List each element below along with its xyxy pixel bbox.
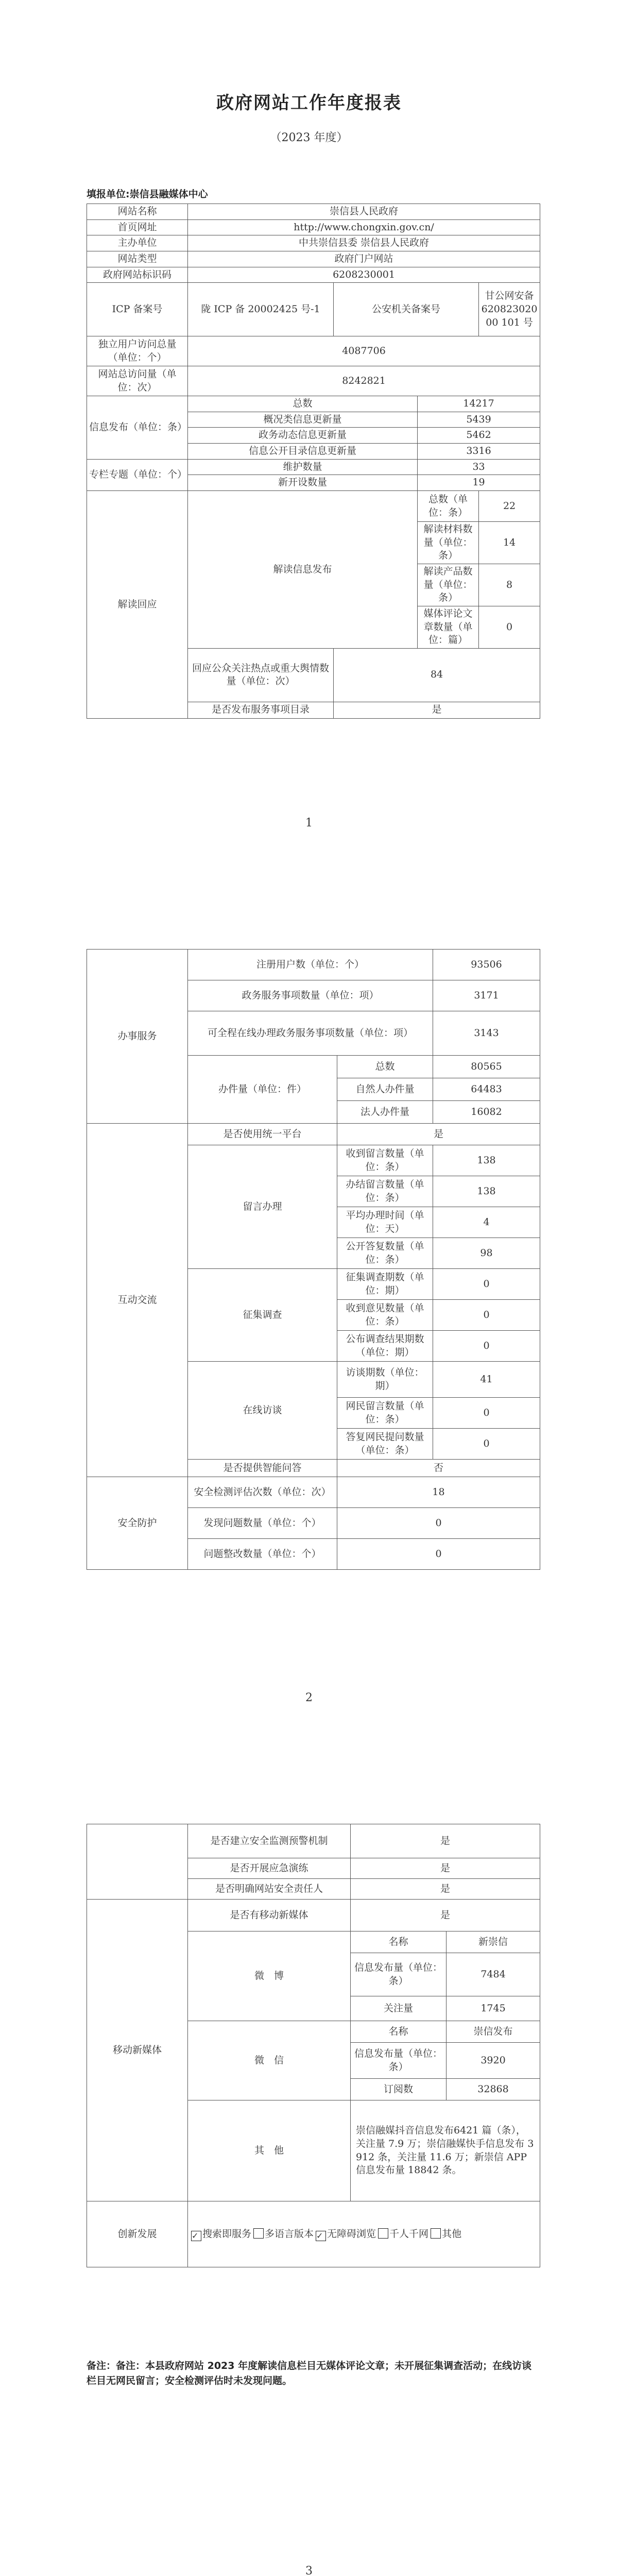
checkbox-empty-icon[interactable] [253,2228,264,2239]
label-has-newmedia: 是否有移动新媒体 [188,1900,351,1931]
label-issues: 发现问题数量（单位：个） [188,1508,337,1539]
label-weibo: 微 博 [188,1931,351,2021]
option-other[interactable]: 其他 [431,2228,461,2240]
value-views: 8242821 [188,366,540,396]
value-catalog: 3316 [418,444,540,460]
label-site-name: 网站名称 [87,204,188,220]
label-msg: 留言办理 [188,1145,337,1269]
report-title: 政府网站工作年度报表 [216,93,402,113]
value-warning: 是 [351,1824,540,1858]
value-survey-opinion: 0 [433,1300,540,1331]
filler-unit: 填报单位:崇信县融媒体中心 [87,189,208,200]
value-msg-done: 138 [433,1176,540,1207]
label-overview: 概况类信息更新量 [188,412,418,428]
label-weibo-posts: 信息发布量（单位：条） [351,1953,447,1996]
value-wechat-sub: 32868 [447,2079,540,2100]
label-msg-avg: 平均办理时间（单位：天） [337,1207,433,1238]
label-interpret-release: 解读信息发布 [188,491,418,649]
label-column-maintain: 维护数量 [188,459,418,475]
label-interpret-media: 媒体评论文章数量（单位：篇） [418,606,479,648]
label-msg-done: 办结留言数量（单位：条） [337,1176,433,1207]
label-survey-opinion: 收到意见数量（单位：条） [337,1300,433,1331]
label-cases: 办件量（单位：件） [188,1056,337,1124]
label-interview-count: 访谈期数（单位：期） [337,1362,433,1398]
value-interview-msg: 0 [433,1398,540,1429]
value-weibo-follow: 1745 [447,1996,540,2021]
label-interpret: 解读回应 [87,491,188,719]
value-msg-received: 138 [433,1145,540,1176]
label-survey-result: 公布调查结果期数（单位：期） [337,1331,433,1362]
value-other-media: 崇信融媒抖音信息发布6421 篇（条），关注量 7.9 万；崇信融媒快手信息发布 3912 条，关注量 11.6 万；新崇信 APP 信息发布量 18842 条。 [351,2100,540,2201]
value-natural: 64483 [433,1078,540,1101]
label-wechat-posts: 信息发布量（单位：条） [351,2043,447,2079]
label-users: 注册用户数（单位：个） [188,950,433,980]
value-wechat-name: 崇信发布 [447,2021,540,2043]
label-person: 是否明确网站安全责任人 [188,1879,351,1900]
label-msg-received: 收到留言数量（单位：条） [337,1145,433,1176]
label-wechat: 微 信 [188,2021,351,2100]
label-online-items: 可全程在线办理政务服务事项数量（单位：项） [188,1011,433,1056]
table-page-1 [87,204,540,719]
value-survey-result: 0 [433,1331,540,1362]
checkbox-checked-icon[interactable]: ✓ [191,2231,201,2241]
value-affairs: 5462 [418,428,540,444]
label-site-type: 网站类型 [87,251,188,267]
remark-note: 备注：备注：本县政府网站 2023 年度解读信息栏目无媒体评论文章；未开展征集调查活动；在线访谈栏目无网民留言；安全检测评估时未发现问题。 [87,2360,532,2387]
value-column-maintain: 33 [418,459,540,475]
label-visitors: 独立用户访问总量（单位：个） [87,336,188,366]
label-interview: 在线访谈 [188,1362,337,1460]
option-personalized[interactable]: 千人千网 [378,2228,428,2240]
label-column: 专栏专题（单位：个） [87,459,188,490]
label-checks: 安全检测评估次数（单位：次） [188,1477,337,1508]
label-interaction: 互动交流 [87,1124,188,1477]
checkbox-checked-icon[interactable]: ✓ [316,2231,326,2241]
label-interpret-total: 总数（单位：条） [418,491,479,522]
value-interpret-product: 8 [479,564,540,606]
option-accessibility[interactable]: ✓ 无障碍浏览 [316,2228,376,2241]
label-qa: 是否提供智能问答 [188,1460,337,1477]
label-natural: 自然人办件量 [337,1078,433,1101]
option-multilingual[interactable]: 多语言版本 [253,2228,314,2240]
label-psb: 公安机关备案号 [334,283,479,336]
label-interview-ans: 答复网民提问数量（单位：条） [337,1429,433,1460]
value-qa: 否 [337,1460,540,1477]
label-interview-msg: 网民留言数量（单位：条） [337,1398,433,1429]
page-number-1: 1 [305,817,313,829]
label-warning: 是否建立安全监测预警机制 [188,1824,351,1858]
value-home-url: http://www.chongxin.gov.cn/ [188,219,540,235]
value-weibo-name: 新崇信 [447,1931,540,1953]
table-page-3 [87,1824,540,2267]
label-interpret-product: 解读产品数量（单位：条） [418,564,479,606]
value-interview-ans: 0 [433,1429,540,1460]
label-publish-total: 总数 [188,396,418,412]
value-interpret-material: 14 [479,522,540,564]
value-interpret-hot: 84 [334,648,540,702]
label-publish: 信息发布（单位：条） [87,396,188,460]
value-sponsor: 中共崇信县委 崇信县人民政府 [188,235,540,251]
label-survey: 征集调查 [188,1269,337,1362]
value-person: 是 [351,1879,540,1900]
value-checks: 18 [337,1477,540,1508]
label-service: 办事服务 [87,950,188,1124]
label-other-media: 其 他 [188,2100,351,2201]
label-catalog: 信息公开目录信息更新量 [188,444,418,460]
label-survey-count: 征集调查期数（单位：期） [337,1269,433,1300]
label-drill: 是否开展应急演练 [188,1858,351,1879]
report-subtitle: （2023 年度） [270,131,348,144]
label-msg-public: 公开答复数量（单位：条） [337,1238,433,1269]
value-msg-public: 98 [433,1238,540,1269]
value-msg-avg: 4 [433,1207,540,1238]
value-wechat-posts: 3920 [447,2043,540,2079]
option-search-service[interactable]: ✓ 搜索即服务 [192,2228,252,2241]
value-service-items: 3171 [433,980,540,1011]
value-overview: 5439 [418,412,540,428]
page-number-2: 2 [305,1691,313,1704]
value-interpret-media: 0 [479,606,540,648]
checkbox-empty-icon[interactable] [431,2228,441,2239]
value-directory: 是 [334,702,540,718]
label-wechat-name: 名称 [351,2021,447,2043]
value-cases-total: 80565 [433,1056,540,1078]
value-site-type: 政府门户网站 [188,251,540,267]
value-online-items: 3143 [433,1011,540,1056]
value-fixed: 0 [337,1539,540,1570]
value-drill: 是 [351,1858,540,1879]
value-interview-count: 41 [433,1362,540,1398]
value-visitors: 4087706 [188,336,540,366]
label-fixed: 问题整改数量（单位：个） [188,1539,337,1570]
value-survey-count: 0 [433,1269,540,1300]
label-interpret-hot: 回应公众关注热点或重大舆情数量（单位：次） [188,648,334,702]
value-weibo-posts: 7484 [447,1953,540,1996]
value-psb: 甘公网安备 62082302000 101 号 [479,283,540,336]
label-service-items: 政务服务事项数量（单位：项） [188,980,433,1011]
page-number-3: 3 [305,2565,313,2576]
label-directory: 是否发布服务事项目录 [188,702,334,718]
value-publish-total: 14217 [418,396,540,412]
label-column-new: 新开设数量 [188,475,418,491]
label-affairs: 政务动态信息更新量 [188,428,418,444]
label-icp: ICP 备案号 [87,283,188,336]
value-site-name: 崇信县人民政府 [188,204,540,220]
label-unified: 是否使用统一平台 [188,1124,337,1145]
label-views: 网站总访问量（单位：次） [87,366,188,396]
value-unified: 是 [337,1124,540,1145]
checkbox-empty-icon[interactable] [378,2228,388,2239]
label-interpret-material: 解读材料数量（单位：条） [418,522,479,564]
value-column-new: 19 [418,475,540,491]
label-weibo-name: 名称 [351,1931,447,1953]
value-interpret-total: 22 [479,491,540,522]
value-issues: 0 [337,1508,540,1539]
label-legal: 法人办件量 [337,1101,433,1124]
table-page-2 [87,949,540,1570]
label-newmedia: 移动新媒体 [87,1900,188,2201]
label-security: 安全防护 [87,1477,188,1570]
value-legal: 16082 [433,1101,540,1124]
label-weibo-follow: 关注量 [351,1996,447,2021]
label-innovation: 创新发展 [87,2201,188,2267]
label-wechat-sub: 订阅数 [351,2079,447,2100]
value-users: 93506 [433,950,540,980]
value-icp: 陇 ICP 备 20002425 号-1 [188,283,334,336]
security-continued [87,1824,188,1900]
value-site-id: 6208230001 [188,267,540,283]
label-site-id: 政府网站标识码 [87,267,188,283]
label-home-url: 首页网址 [87,219,188,235]
label-sponsor: 主办单位 [87,235,188,251]
innovation-options [188,2201,540,2267]
value-has-newmedia: 是 [351,1900,540,1931]
label-cases-total: 总数 [337,1056,433,1078]
